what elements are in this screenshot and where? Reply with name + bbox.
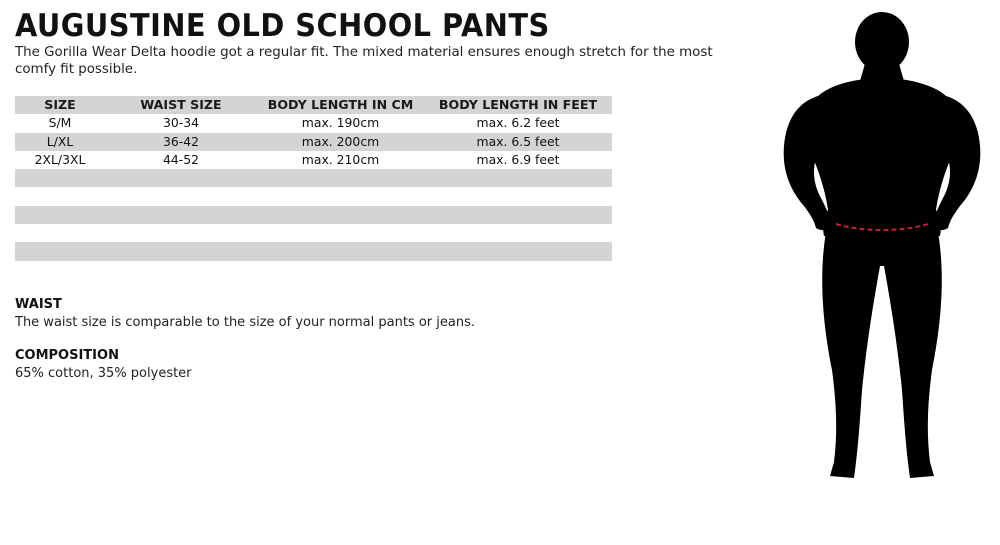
- cell-empty: [15, 224, 105, 242]
- cell-empty: [105, 206, 257, 224]
- cell-empty: [257, 206, 424, 224]
- cell-empty: [105, 224, 257, 242]
- cell-empty: [15, 261, 105, 279]
- cell-empty: [105, 187, 257, 205]
- table-row: [15, 224, 612, 242]
- waist-heading: WAIST: [15, 297, 62, 312]
- cell-empty: [257, 187, 424, 205]
- cell-empty: [15, 169, 105, 187]
- table-row: [15, 114, 612, 132]
- cell-empty: [424, 224, 612, 242]
- cell-empty: [257, 169, 424, 187]
- cell-size: L/XL: [46, 133, 74, 149]
- table-row: [15, 261, 612, 279]
- table-row: [15, 187, 612, 205]
- table-row: [15, 242, 612, 260]
- cell-waist: 44-52: [162, 152, 199, 168]
- cell-empty: [424, 206, 612, 224]
- table-row: [15, 206, 612, 224]
- cell-empty: [105, 261, 257, 279]
- body-silhouette-icon: [770, 10, 995, 490]
- cell-waist: 36-42: [162, 133, 199, 149]
- header-waist-size: WAIST SIZE: [140, 97, 222, 113]
- waist-text: The waist size is comparable to the size of your normal pants or jeans.: [15, 315, 475, 330]
- cell-length-feet: max. 6.2 feet: [476, 115, 560, 131]
- cell-empty: [105, 242, 257, 260]
- composition-text: 65% cotton, 35% polyester: [15, 366, 192, 381]
- composition-heading: COMPOSITION: [15, 348, 119, 363]
- cell-empty: [257, 224, 424, 242]
- cell-length-cm: max. 210cm: [301, 152, 380, 168]
- cell-empty: [257, 242, 424, 260]
- table-row: [15, 169, 612, 187]
- cell-empty: [424, 242, 612, 260]
- cell-length-cm: max. 200cm: [301, 133, 380, 149]
- cell-empty: [257, 261, 424, 279]
- cell-length-feet: max. 6.9 feet: [476, 152, 560, 168]
- header-body-length-cm: BODY LENGTH IN CM: [267, 97, 414, 113]
- cell-empty: [424, 261, 612, 279]
- cell-waist: 30-34: [162, 115, 199, 131]
- cell-empty: [15, 206, 105, 224]
- table-header-row: [15, 96, 612, 114]
- header-size: SIZE: [44, 97, 76, 113]
- size-table: [15, 96, 612, 279]
- page-subtitle: The Gorilla Wear Delta hoodie got a regular fit. The mixed material ensures enough stretch for the most comfy fit possible.: [15, 45, 713, 77]
- cell-empty: [15, 187, 105, 205]
- cell-size: S/M: [48, 115, 72, 131]
- page-title: AUGUSTINE OLD SCHOOL PANTS: [15, 8, 550, 44]
- cell-empty: [15, 242, 105, 260]
- cell-length-cm: max. 190cm: [301, 115, 380, 131]
- cell-empty: [424, 187, 612, 205]
- cell-empty: [424, 169, 612, 187]
- cell-length-feet: max. 6.5 feet: [476, 133, 560, 149]
- cell-size: 2XL/3XL: [34, 152, 86, 168]
- table-row: [15, 133, 612, 151]
- table-row: [15, 151, 612, 169]
- header-body-length-feet: BODY LENGTH IN FEET: [438, 97, 598, 113]
- cell-empty: [105, 169, 257, 187]
